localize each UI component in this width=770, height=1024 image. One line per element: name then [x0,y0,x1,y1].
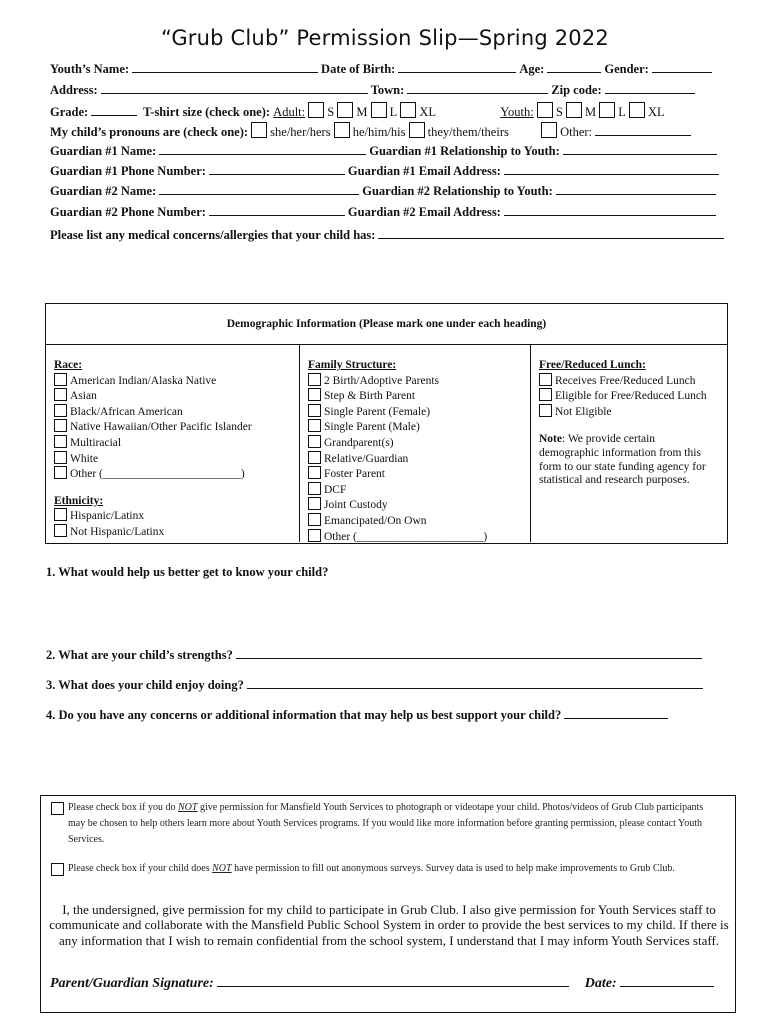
checkbox[interactable] [308,388,321,401]
g1-email-label: Guardian #1 Email Address: [347,164,501,178]
option-label: Other (________________________) [70,468,245,481]
photo-consent-checkbox[interactable] [51,802,64,815]
checkbox[interactable] [54,435,67,448]
checkbox[interactable] [539,404,552,417]
option-label: Native Hawaiian/Other Pacific Islander [70,421,252,434]
checkbox[interactable] [308,466,321,479]
pronoun-other-checkbox[interactable] [541,122,557,138]
checkbox[interactable] [54,508,67,521]
family-option[interactable] [308,373,524,389]
family-option[interactable] [308,466,524,482]
guardian1-contact-row [50,163,722,179]
race-option[interactable] [54,466,293,482]
guardian2-contact-row [50,204,719,220]
race-option[interactable] [54,435,293,451]
checkbox[interactable] [308,373,321,386]
family-option[interactable] [308,451,524,467]
youth-m-checkbox[interactable] [566,102,582,118]
grade-tshirt-row [50,102,665,120]
guardian1-row [50,143,720,159]
checkbox[interactable] [539,388,552,401]
size-label: L [618,105,626,119]
question-2-row [46,647,705,663]
g2-rel-label: Guardian #2 Relationship to Youth: [362,184,553,198]
lunch-option[interactable] [539,404,720,420]
medical-field[interactable] [378,227,724,239]
date-field[interactable] [620,973,714,987]
option-label: Other (______________________) [324,530,488,543]
pronoun-he-checkbox[interactable] [334,122,350,138]
question-3-row [46,677,706,693]
option-label: White [70,452,99,465]
question-4-row [46,707,671,723]
demographic-section [45,303,728,544]
checkbox[interactable] [308,497,321,510]
option-label: Not Eligible [555,405,612,418]
family-option[interactable] [308,482,524,498]
signature-field[interactable] [217,973,569,987]
family-option[interactable] [308,388,524,404]
consent-section [40,795,736,1013]
g2-name-field[interactable] [159,183,359,195]
consent-text: have permission to fill out anonymous surveys. Survey data is used to help make improvements to Grub Club. [231,863,675,874]
checkbox[interactable] [54,451,67,464]
pronoun-they-checkbox[interactable] [409,122,425,138]
family-option[interactable] [308,435,524,451]
option-label: Joint Custody [324,499,388,512]
pronoun-option-label: they/them/theirs [427,125,509,139]
signature-row [50,973,717,992]
option-label: Not Hispanic/Latinx [70,525,165,538]
size-label: S [555,105,563,119]
family-column [299,345,530,542]
g2-email-field[interactable] [504,204,716,216]
youth-s-checkbox[interactable] [537,102,553,118]
option-label: Asian [70,390,97,403]
g1-phone-label: Guardian #1 Phone Number: [50,164,206,178]
town-field[interactable] [407,82,548,94]
g1-phone-field[interactable] [209,163,345,175]
address-row [50,82,698,98]
ethnicity-option[interactable] [54,524,293,540]
option-label: Foster Parent [324,468,386,481]
race-heading: Race: [54,359,83,371]
g2-name-label: Guardian #2 Name: [50,184,157,198]
g2-rel-field[interactable] [556,183,716,195]
survey-consent [51,861,721,877]
checkbox[interactable] [539,373,552,386]
question-1: 1. What would help us better get to know your child? [46,565,329,579]
g2-phone-field[interactable] [209,204,345,216]
consent-text: give permission for Mansfield Youth Services to photograph or videotape your child. Photos/videos of Grub Club participants may be chosen to help others learn more about Youth Services programs. If you would like more information before granting permission, please contact Youth Services. [68,802,704,845]
family-option[interactable] [308,497,524,513]
address-label: Address: [50,83,98,97]
permission-statement: I, the undersigned, give permission for my child to participate in Grub Club. I also give permission for Youth Services staff to communicate and collaborate with the Mansfield Public School System in order to provide the best services to my child. If there is any information that I wish to remain confidential from the school system, I understand that I may inform Youth Services staff. [49,902,729,948]
g2-phone-label: Guardian #2 Phone Number: [50,205,206,219]
pronoun-option-label: Other: [560,125,593,139]
g1-name-field[interactable] [159,143,366,155]
option-label: Black/African American [70,405,183,418]
size-label: M [584,105,597,119]
consent-text: Please check box if you do [68,802,178,813]
race-column [46,345,299,542]
option-label: Hispanic/Latinx [70,510,145,523]
consent-not: NOT [177,802,198,813]
checkbox[interactable] [308,435,321,448]
page-title: “Grub Club” Permission Slip—Spring 2022 [160,26,609,50]
lunch-heading: Free/Reduced Lunch: [539,359,646,371]
youth-label: Youth: [500,105,534,119]
option-label: 2 Birth/Adoptive Parents [324,374,439,387]
checkbox[interactable] [54,388,67,401]
option-label: Grandparent(s) [324,436,394,449]
checkbox[interactable] [308,482,321,495]
family-option[interactable] [308,529,524,545]
adult-s-checkbox[interactable] [308,102,324,118]
consent-text: Please check box if your child does [68,863,213,874]
survey-consent-checkbox[interactable] [51,863,64,876]
note-text: : We provide certain demographic information from this form to our state funding agency for statistical and research purposes. [539,433,706,487]
tshirt-label: T-shirt size (check one): [143,105,271,119]
age-field[interactable] [547,61,601,73]
photo-consent-text [51,800,721,848]
option-label: American Indian/Alaska Native [70,374,217,387]
size-label: L [389,105,398,119]
medical-row [50,227,727,243]
lunch-option[interactable] [539,388,720,404]
option-label: DCF [324,483,347,496]
g1-rel-field[interactable] [563,143,717,155]
race-option[interactable] [54,373,293,389]
option-label: Single Parent (Female) [324,405,431,418]
pronoun-option-label: he/him/his [352,125,406,139]
option-label: Emancipated/On Own [324,514,427,527]
demographic-note [539,433,720,487]
question-2: 2. What are your child’s strengths? [46,648,233,662]
lunch-column [530,345,726,542]
signature-label: Parent/Guardian Signature: [50,976,214,991]
question-4: 4. Do you have any concerns or additional information that may help us best support your child? [46,708,562,722]
race-option[interactable] [54,388,293,404]
zip-field[interactable] [605,82,695,94]
answer-4-field[interactable] [564,707,668,719]
photo-consent [51,800,721,848]
grade-field[interactable] [91,104,137,116]
answer-2-field[interactable] [236,647,702,659]
family-option[interactable] [308,404,524,420]
family-heading: Family Structure: [308,359,397,371]
zip-label: Zip code: [551,83,602,97]
ethnicity-heading: Ethnicity: [54,494,104,507]
race-option[interactable] [54,419,293,435]
size-label: S [327,105,335,119]
grade-label: Grade: [50,105,89,119]
checkbox[interactable] [54,373,67,386]
adult-l-checkbox[interactable] [371,102,387,118]
date-label: Date: [584,976,617,991]
checkbox[interactable] [54,466,67,479]
gender-field[interactable] [652,61,712,73]
g1-name-label: Guardian #1 Name: [50,144,157,158]
address-field[interactable] [101,82,368,94]
checkbox[interactable] [308,419,321,432]
size-label: XL [419,105,437,119]
lunch-option[interactable] [539,373,720,389]
size-label: M [356,105,368,119]
gender-label: Gender: [604,62,649,76]
checkbox[interactable] [54,419,67,432]
checkbox[interactable] [308,451,321,464]
checkbox[interactable] [308,404,321,417]
option-label: Single Parent (Male) [324,421,420,434]
race-option[interactable] [54,404,293,420]
pronoun-option-label: she/her/hers [270,125,331,139]
adult-m-checkbox[interactable] [337,102,353,118]
guardian2-row [50,183,719,199]
family-option[interactable] [308,419,524,435]
pronouns-label: My child’s pronouns are (check one): [50,125,249,139]
age-label: Age: [519,62,545,76]
pronoun-she-checkbox[interactable] [251,122,267,138]
youth-name-label: Youth’s Name: [50,62,130,76]
checkbox[interactable] [54,524,67,537]
pronouns-row [50,122,694,140]
race-option[interactable] [54,451,293,467]
dob-label: Date of Birth: [321,62,396,76]
checkbox[interactable] [54,404,67,417]
g1-rel-label: Guardian #1 Relationship to Youth: [369,144,560,158]
option-label: Eligible for Free/Reduced Lunch [555,390,707,403]
youth-l-checkbox[interactable] [599,102,615,118]
option-label: Receives Free/Reduced Lunch [555,374,696,387]
ethnicity-option[interactable] [54,508,293,524]
family-option[interactable] [308,513,524,529]
checkbox[interactable] [308,529,321,542]
option-label: Relative/Guardian [324,452,409,465]
size-label: XL [647,105,665,119]
survey-consent-text [51,861,721,877]
adult-label: Adult: [273,105,306,119]
note-label: Note [539,433,562,446]
youth-name-field[interactable] [132,61,318,73]
g1-email-field[interactable] [504,163,719,175]
adult-xl-checkbox[interactable] [400,102,416,118]
checkbox[interactable] [308,513,321,526]
consent-not: NOT [212,863,232,874]
g2-email-label: Guardian #2 Email Address: [347,205,501,219]
question-3: 3. What does your child enjoy doing? [46,678,244,692]
pronoun-other-field[interactable] [595,124,691,136]
youth-info-row [50,61,715,77]
dob-field[interactable] [398,61,516,73]
town-label: Town: [370,83,405,97]
demographic-heading: Demographic Information (Please mark one under each heading) [46,304,727,345]
option-label: Step & Birth Parent [324,390,416,403]
medical-label: Please list any medical concerns/allergies that your child has: [50,228,376,242]
answer-3-field[interactable] [247,677,703,689]
option-label: Multiracial [70,436,122,449]
youth-xl-checkbox[interactable] [629,102,645,118]
